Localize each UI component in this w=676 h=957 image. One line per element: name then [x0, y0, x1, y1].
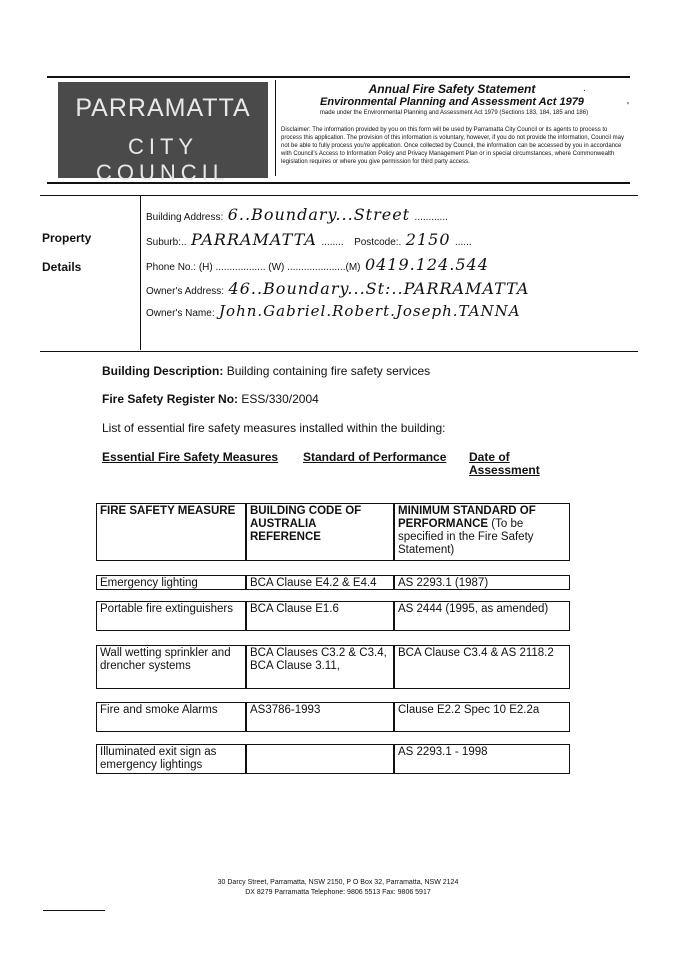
- property-label: Property: [42, 231, 92, 245]
- row-1-standard: AS 2293.1 (1987): [394, 575, 570, 590]
- building-address-row: [146, 205, 448, 225]
- owner-address-row: [146, 279, 529, 299]
- row-1-bca: BCA Clause E4.2 & E4.4: [246, 575, 394, 590]
- building-address-value: 6..Boundary...Street: [227, 205, 411, 224]
- details-label: Details: [42, 260, 82, 274]
- table-header-measure: FIRE SAFETY MEASURE: [96, 503, 246, 561]
- owner-name-value: John.Gabriel.Robert.Joseph.TANNA: [219, 302, 521, 320]
- row-2-bca: BCA Clause E1.6: [246, 601, 394, 631]
- register-value: ESS/330/2004: [241, 392, 319, 406]
- owner-address-label: Owner's Address:: [146, 286, 225, 297]
- footer: [0, 878, 676, 898]
- statement-act: Environmental Planning and Assessment Act 1979: [320, 96, 584, 108]
- owner-name-label: Owner's Name:: [146, 308, 215, 319]
- phone-label: Phone No.: (H) .................. (W) .....................(M): [146, 262, 361, 273]
- statement-made-under: made under the Environmental Planning and Assessment Act 1979 (Sections 183, 184, 185 and 186): [319, 110, 589, 116]
- row-4-bca: AS3786-1993: [246, 702, 394, 732]
- suburb-label: Suburb:..: [146, 237, 187, 248]
- row-5-measure: Illuminated exit sign as emergency lightings: [96, 744, 246, 774]
- building-description-row: [102, 364, 430, 378]
- phone-row: [146, 255, 489, 275]
- row-3-bca: BCA Clauses C3.2 & C3.4, BCA Clause 3.11,: [246, 645, 394, 689]
- row-5-bca: [246, 744, 394, 774]
- property-divider: [140, 195, 141, 350]
- suburb-dots: ........: [321, 237, 344, 248]
- standard-heading: Standard of Performance: [303, 450, 447, 464]
- footer-address: 30 Darcy Street, Parramatta, NSW 2150, P O Box 32, Parramatta, NSW 2124: [217, 879, 459, 886]
- postcode-value: 2150: [405, 230, 451, 249]
- row-4-measure: Fire and smoke Alarms: [96, 702, 246, 732]
- row-5-standard: AS 2293.1 - 1998: [394, 744, 570, 774]
- table-header-standard-bold: MINIMUM STANDARD OF PERFORMANCE: [398, 505, 536, 530]
- footer-contact: DX 8279 Parramatta Telephone: 9806 5513 Fax: 9806 5917: [245, 889, 431, 896]
- statement-disclaimer: Disclaimer: The information provided by you on this form will be used by Parramatta City Council or its agents to process to process this application. The provision of this information is voluntary, however, if you do not provide the information, Council may not be able to fully process you're application. Once collected by Council, the information can be accessed by you in accordance with Council's Access to Information Policy and Privacy Management Plan or in special circumstances, where Commonwealth legislation requires or where you give permission for third party access.: [281, 127, 624, 165]
- building-description-value: Building containing fire safety services: [226, 364, 431, 378]
- suburb-value: PARRAMATTA: [191, 230, 317, 249]
- date-heading-line1: Date of: [469, 450, 510, 464]
- measures-heading: Essential Fire Safety Measures: [102, 450, 279, 464]
- row-4-standard: Clause E2.2 Spec 10 E2.2a: [394, 702, 570, 732]
- row-1-measure: Emergency lighting: [96, 575, 246, 590]
- date-heading-line2: Assessment: [469, 463, 540, 477]
- footer-rule: [43, 910, 105, 911]
- postcode-label: Postcode:.: [354, 237, 402, 248]
- building-description-label: Building Description:: [102, 364, 224, 378]
- statement-box: [275, 80, 628, 176]
- corner-mark: .: [583, 83, 586, 94]
- register-row: [102, 392, 319, 406]
- row-2-measure: Portable fire extinguishers: [96, 601, 246, 631]
- building-address-label: Building Address:: [146, 212, 224, 223]
- phone-value: 0419.124.544: [364, 255, 489, 274]
- corner-mark-2: ': [627, 101, 629, 112]
- row-3-standard: BCA Clause C3.4 & AS 2118.2: [394, 645, 570, 689]
- council-logo: [58, 82, 268, 185]
- table-header-standard: [394, 503, 570, 561]
- list-intro: List of essential fire safety measures installed within the building:: [102, 421, 446, 435]
- table-header-standard-note: (To be specified in the Fire Safety Statement): [398, 518, 534, 556]
- register-label: Fire Safety Register No:: [102, 392, 239, 406]
- suburb-row: [146, 230, 472, 250]
- owner-address-value: 46..Boundary...St:..PARRAMATTA: [228, 279, 530, 298]
- building-address-dots: ............: [414, 212, 448, 223]
- council-name-line2: CITY COUNCIL: [95, 134, 230, 185]
- council-name-line1: PARRAMATTA: [75, 94, 251, 122]
- statement-title: Annual Fire Safety Statement: [368, 82, 536, 96]
- owner-name-row: [146, 302, 521, 321]
- postcode-dots: ......: [454, 237, 472, 248]
- table-header-bca: BUILDING CODE OF AUSTRALIA REFERENCE: [246, 503, 394, 561]
- row-3-measure: Wall wetting sprinkler and drencher systems: [96, 645, 246, 689]
- row-2-standard: AS 2444 (1995, as amended): [394, 601, 570, 631]
